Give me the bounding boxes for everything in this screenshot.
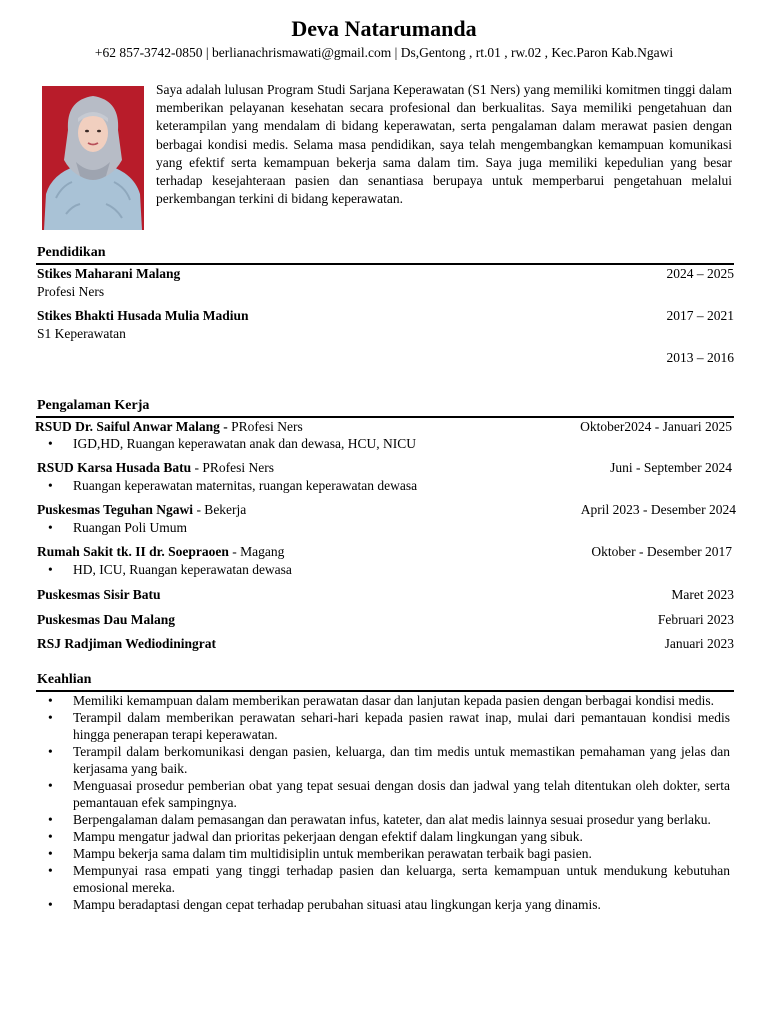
skill-item: • Berpengalaman dalam pemasangan dan perawatan infus, kateter, dan alat medis lainnya sesuai prosedur yang berlaku.: [48, 812, 711, 827]
experience-dates: April 2023 - Desember 2024: [580, 502, 736, 517]
education-school: Stikes Maharani Malang: [37, 266, 181, 281]
skill-item: • Menguasai prosedur pemberian obat yang tepat sesuai dengan dosis dan jadwal yang telah ditentukan oleh dokter, serta pemantauan efek sampingnya.: [48, 778, 730, 810]
experience-place: Puskesmas Sisir Batu: [37, 587, 161, 602]
education-degree: Profesi Ners: [37, 284, 105, 299]
education-years: 2017 – 2021: [666, 308, 734, 323]
bullet-icon: •: [48, 478, 53, 493]
skill-item: • Terampil dalam memberikan perawatan sehari-hari kepada pasien rawat inap, mulai dari pemantauan kondisi medis hingga penerapan terapi keperawatan.: [48, 710, 730, 742]
skill-item: • Terampil dalam berkomunikasi dengan pasien, keluarga, dan tim medis untuk memastikan pemahaman yang jelas dan kerjasama yang baik.: [48, 744, 730, 776]
experience-dates: Oktober2024 - Januari 2025: [580, 419, 732, 434]
skills-heading: Keahlian: [37, 672, 92, 687]
education-school: Stikes Bhakti Husada Mulia Madiun: [37, 308, 249, 323]
bullet-icon: •: [48, 744, 53, 759]
skills-list: [48, 692, 730, 913]
bullet-icon: •: [48, 693, 53, 708]
experience-detail: • Ruangan keperawatan maternitas, ruangan keperawatan dewasa: [48, 478, 418, 493]
candidate-name: Deva Natarumanda: [291, 16, 477, 41]
bullet-icon: •: [48, 520, 53, 535]
experience-role: - Bekerja: [193, 502, 247, 517]
skill-item: • Mempunyai rasa empati yang tinggi terhadap pasien dan keluarga, serta kemampuan untuk mendukung kebutuhan emosional mereka.: [48, 863, 730, 895]
experience-dates: Oktober - Desember 2017: [591, 544, 732, 559]
experience-place: RSUD Karsa Husada Batu: [37, 460, 192, 475]
contact-line: +62 857-3742-0850 | berlianachrismawati@gmail.com | Ds,Gentong , rt.01 , rw.02 , Kec.Paron Kab.Ngawi: [94, 45, 674, 60]
experience-place: Puskesmas Teguhan Ngawi: [37, 502, 194, 517]
experience-place: RSUD Dr. Saiful Anwar Malang -: [35, 419, 232, 434]
experience-detail: • IGD,HD, Ruangan keperawatan anak dan dewasa, HCU, NICU: [48, 436, 417, 451]
bullet-icon: •: [48, 778, 53, 793]
experience-role: - Magang: [228, 544, 285, 559]
education-degree: S1 Keperawatan: [37, 326, 126, 341]
experience-heading: Pengalaman Kerja: [37, 398, 150, 413]
skill-item: • Memiliki kemampuan dalam memberikan perawatan dasar dan lanjutan kepada pasien dengan berbagai kondisi medis.: [48, 693, 715, 708]
bullet-icon: •: [48, 846, 53, 861]
experience-place: Puskesmas Dau Malang: [37, 612, 176, 627]
skill-item: • Mampu bekerja sama dalam tim multidisiplin untuk memberikan perawatan terbaik bagi pasien.: [48, 846, 592, 861]
education-years: 2013 – 2016: [666, 350, 734, 365]
bullet-icon: •: [48, 710, 53, 725]
experience-place: Rumah Sakit tk. II dr. Soepraoen: [37, 544, 229, 559]
bullet-icon: •: [48, 562, 53, 577]
bullet-icon: •: [48, 829, 53, 844]
skill-item: • Mampu mengatur jadwal dan prioritas pekerjaan dengan efektif dalam lingkungan yang sibuk.: [48, 829, 583, 844]
bullet-icon: •: [48, 897, 53, 912]
experience-place: RSJ Radjiman Wediodiningrat: [37, 636, 217, 651]
experience-dates: Juni - September 2024: [610, 460, 732, 475]
experience-role: - PRofesi Ners: [191, 460, 275, 475]
experience-detail: • HD, ICU, Ruangan keperawatan dewasa: [48, 562, 292, 577]
experience-dates: Februari 2023: [657, 612, 734, 627]
profile-summary: Saya adalah lulusan Program Studi Sarjana Keperawatan (S1 Ners) yang memiliki komitmen tinggi dalam memberikan pelayanan kesehatan secara profesional dan berkualitas. Saya memiliki pengetahuan dan keterampilan yang mendalam di bidang keperawatan, serta pengalaman dalam merawat pasien dengan berbagai kondisi medis. Selama masa pendidikan, saya telah mengembangkan kemampuan komunikasi yang efektif serta kemampuan bekerja sama dalam tim. Saya juga memiliki kepedulian yang besar terhadap kesejahteraan pasien dan senantiasa berupaya untuk memperbarui pengetahuan melalui perkembangan terkini di bidang keperawatan.: [156, 82, 732, 207]
skill-item: • Mampu beradaptasi dengan cepat terhadap perubahan situasi atau lingkungan kerja yang dinamis.: [48, 897, 601, 912]
education-years: 2024 – 2025: [666, 266, 734, 281]
experience-detail: • Ruangan Poli Umum: [48, 520, 187, 535]
experience-dates: Maret 2023: [671, 587, 734, 602]
bullet-icon: •: [48, 863, 53, 878]
education-heading: Pendidikan: [37, 245, 106, 260]
bullet-icon: •: [48, 436, 53, 451]
profile-photo: [42, 86, 144, 230]
experience-dates: Januari 2023: [664, 636, 734, 651]
experience-role: PRofesi Ners: [231, 419, 303, 434]
bullet-icon: •: [48, 812, 53, 827]
